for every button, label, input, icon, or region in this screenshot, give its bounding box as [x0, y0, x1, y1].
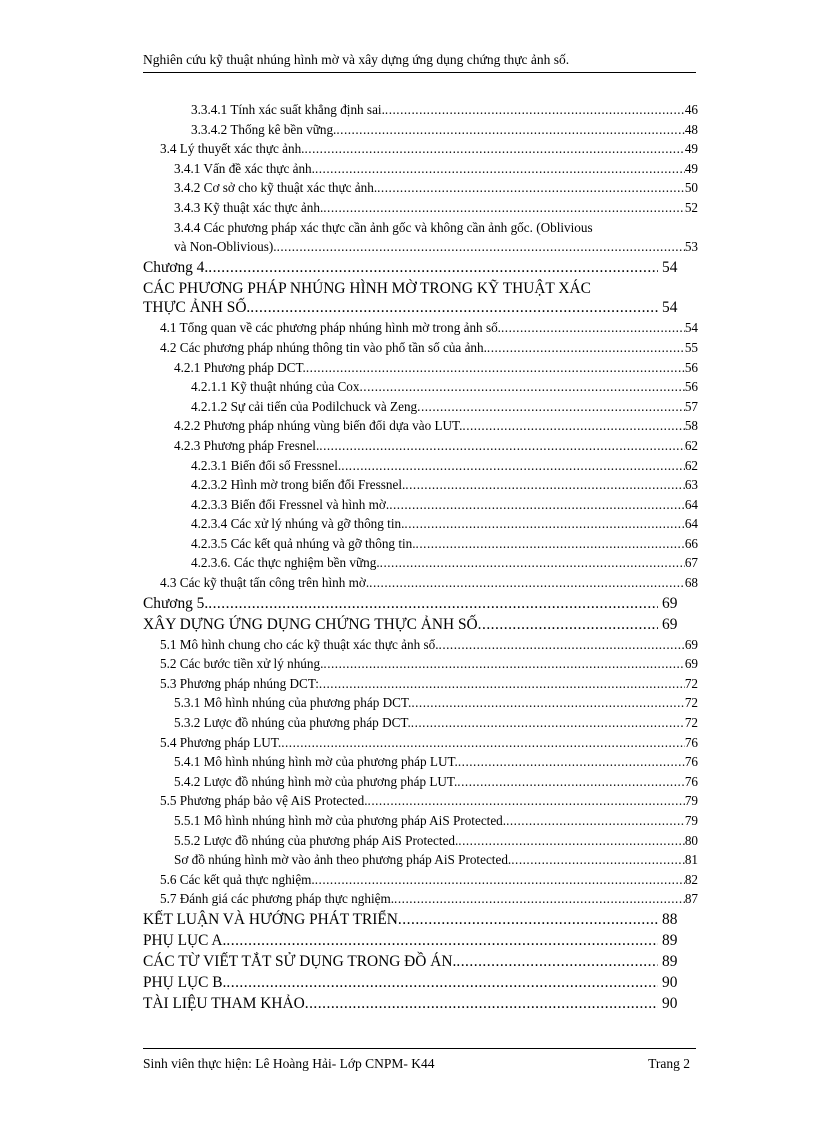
toc-entry[interactable] [143, 833, 698, 853]
toc-entry-label: 5.2 Các bước tiền xử lý nhúng. [160, 656, 324, 672]
toc-entry-label: và Non-Oblivious). [174, 239, 277, 255]
toc-entry[interactable] [143, 418, 698, 438]
toc-entry-label: 4.2 Các phương pháp nhúng thông tin vào phổ tần số của ảnh. [160, 339, 487, 355]
footer-page-number: Trang 2 [648, 1056, 690, 1071]
toc-entry-label: Sơ đồ nhúng hình mờ vào ảnh theo phương pháp AiS Protected. [174, 852, 512, 868]
toc-entry-page: 72 [684, 675, 698, 691]
toc-entry-label: 5.6 Các kết quả thực nghiệm. [160, 871, 315, 887]
toc-entry[interactable] [143, 220, 698, 240]
toc-entry[interactable] [143, 754, 698, 774]
toc-leader-dots [304, 141, 684, 157]
toc-leader-dots [281, 735, 685, 751]
toc-entry-label: 4.2.3.1 Biến đổi số Fressnel. [191, 457, 342, 473]
toc-entry-page: 76 [684, 754, 698, 770]
toc-entry[interactable] [143, 774, 698, 794]
toc-leader-dots [439, 637, 685, 653]
toc-entry-label: 4.2.1.1 Kỹ thuật nhúng của Cox [191, 379, 360, 395]
toc-entry[interactable] [143, 516, 698, 536]
toc-entry-page: 54 [662, 299, 678, 317]
toc-entry-page: 49 [684, 141, 698, 157]
toc-leader-dots [457, 774, 685, 790]
toc-leader-dots [458, 754, 685, 770]
toc-entry-page: 89 [662, 931, 678, 949]
toc-entry-label: 5.3.2 Lược đồ nhúng của phương pháp DCT. [174, 715, 411, 731]
toc-leader-dots [456, 953, 658, 971]
toc-entry-label: PHỤ LỤC B. [143, 973, 227, 991]
toc-entry-page: 66 [684, 535, 698, 551]
toc-entry[interactable] [143, 180, 698, 200]
toc-entry[interactable] [143, 911, 698, 932]
toc-entry[interactable] [143, 536, 698, 556]
toc-entry-label: 4.2.1.2 Sự cải tiến của Podilchuck và Zeng [191, 398, 418, 414]
toc-leader-dots [226, 974, 658, 992]
toc-entry[interactable] [143, 852, 698, 872]
toc-entry-label: XÂY DỰNG ỨNG DỤNG CHỨNG THỰC ẢNH SỐ [143, 615, 478, 633]
toc-leader-dots [319, 438, 685, 454]
table-of-contents [143, 102, 698, 1016]
toc-entry[interactable] [143, 477, 698, 497]
toc-entry-label: 3.4.1 Vấn đề xác thực ảnh. [174, 160, 315, 176]
toc-leader-dots [389, 497, 685, 513]
toc-entry-page: 53 [684, 239, 698, 255]
toc-leader-dots [315, 872, 685, 888]
toc-entry-page: 72 [684, 695, 698, 711]
header-title: Nghiên cứu kỹ thuật nhúng hình mờ và xây dựng ứng dụng chứng thực ảnh số. [143, 52, 570, 67]
toc-entry-page: 67 [684, 555, 698, 571]
toc-entry-page: 76 [684, 734, 698, 750]
toc-entry-page: 62 [684, 437, 698, 453]
toc-entry-page: 50 [684, 180, 698, 196]
toc-entry[interactable] [143, 953, 698, 974]
toc-entry-label: 4.2.1 Phương pháp DCT. [174, 359, 306, 375]
toc-entry[interactable] [143, 360, 698, 380]
toc-entry-label: 5.5 Phương pháp bảo vệ AiS Protected. [160, 793, 368, 809]
toc-entry-page: 63 [684, 477, 698, 493]
toc-leader-dots [404, 516, 684, 532]
toc-entry-label: 3.4.2 Cơ sở cho kỹ thuật xác thực ảnh. [174, 180, 378, 196]
toc-entry[interactable] [143, 695, 698, 715]
toc-leader-dots [487, 340, 685, 356]
toc-entry-page: 76 [684, 773, 698, 789]
toc-entry[interactable] [143, 872, 698, 892]
footer-author: Sinh viên thực hiện: Lê Hoàng Hải- Lớp CNPM- K44 [143, 1056, 435, 1071]
toc-entry-label: PHỤ LỤC A. [143, 931, 227, 949]
toc-entry-page: 52 [684, 199, 698, 215]
toc-entry-label: 5.4 Phương pháp LUT. [160, 734, 282, 750]
toc-entry[interactable] [143, 399, 698, 419]
toc-leader-dots [501, 320, 685, 336]
toc-entry-page: 79 [684, 813, 698, 828]
toc-leader-dots [405, 477, 685, 493]
toc-entry-label: 4.2.3.6. Các thực nghiệm bền vững. [191, 555, 380, 571]
toc-entry-label: 4.3 Các kỹ thuật tấn công trên hình mờ. [160, 575, 370, 591]
toc-entry-page: 87 [684, 891, 698, 907]
toc-entry-label: THỰC ẢNH SỐ. [143, 299, 251, 317]
toc-entry-label: 5.7 Đánh giá các phương pháp thực nghiệm. [160, 891, 395, 907]
running-header [143, 52, 696, 73]
toc-leader-dots [323, 200, 685, 216]
toc-entry-label: 5.5.2 Lược đồ nhúng của phương pháp AiS Protected. [174, 832, 459, 848]
toc-entry-page: 90 [662, 994, 678, 1012]
toc-entry[interactable] [143, 458, 698, 478]
toc-entry[interactable] [143, 379, 698, 399]
toc-entry[interactable] [143, 259, 698, 280]
toc-entry-label: TÀI LIỆU THAM KHẢO [143, 994, 305, 1012]
toc-entry[interactable] [143, 676, 698, 696]
toc-leader-dots [411, 715, 685, 731]
toc-entry-label: 4.2.3.2 Hình mờ trong biến đổi Fressnel. [191, 477, 406, 493]
toc-entry-label: 5.4.1 Mô hình nhúng hình mờ của phương pháp LUT. [174, 754, 458, 770]
toc-entry[interactable] [143, 280, 698, 300]
toc-entry-label: 3.4 Lý thuyết xác thực ảnh. [160, 141, 305, 157]
toc-entry-page: 54 [684, 320, 698, 336]
toc-leader-dots [277, 239, 685, 255]
toc-entry[interactable] [143, 813, 698, 833]
toc-entry-page: 49 [684, 160, 698, 176]
toc-leader-dots [385, 102, 685, 118]
toc-entry-page: 88 [662, 910, 678, 928]
toc-entry-page: 56 [684, 379, 698, 395]
toc-entry-page: 46 [684, 102, 698, 117]
toc-entry[interactable] [143, 715, 698, 735]
toc-entry[interactable] [143, 438, 698, 458]
toc-entry-label: 5.3.1 Mô hình nhúng của phương pháp DCT. [174, 695, 412, 711]
toc-entry[interactable] [143, 656, 698, 676]
toc-entry-page: 89 [662, 952, 678, 970]
toc-entry[interactable] [143, 320, 698, 340]
toc-entry-page: 54 [662, 258, 678, 276]
toc-entry[interactable] [143, 575, 698, 595]
toc-leader-dots [377, 180, 685, 196]
toc-entry-label: CÁC TỪ VIẾT TẮT SỬ DỤNG TRONG ĐỒ ÁN. [143, 952, 457, 970]
toc-entry-label: 4.2.2 Phương pháp nhúng vùng biến đổi dựa vào LUT. [174, 418, 463, 434]
toc-entry-page: 69 [684, 656, 698, 672]
running-footer [143, 1048, 696, 1072]
toc-entry[interactable] [143, 299, 698, 320]
toc-leader-dots [398, 911, 658, 929]
toc-entry[interactable] [143, 995, 698, 1016]
toc-leader-dots [226, 932, 658, 950]
toc-leader-dots [394, 891, 685, 907]
toc-entry-page: 56 [684, 359, 698, 375]
toc-leader-dots [369, 575, 685, 591]
toc-entry-label: KẾT LUẬN VÀ HƯỚNG PHÁT TRIỂN [143, 910, 398, 928]
toc-entry[interactable] [143, 200, 698, 220]
toc-leader-dots [319, 676, 685, 692]
toc-entry-page: 69 [684, 636, 698, 652]
toc-entry[interactable] [143, 616, 698, 637]
toc-entry[interactable] [143, 102, 698, 122]
toc-entry-page: 90 [662, 973, 678, 991]
toc-entry-label: 3.3.4.2 Thống kê bền vững. [191, 121, 337, 137]
toc-entry[interactable] [143, 974, 698, 995]
toc-leader-dots [323, 656, 684, 672]
toc-leader-dots [306, 360, 685, 376]
toc-entry-page: 48 [684, 121, 698, 137]
toc-leader-dots [250, 299, 658, 317]
toc-entry-page: 80 [684, 832, 698, 848]
toc-entry-label: Chương 5. [143, 594, 209, 612]
toc-entry-label: 4.2.3.3 Biến đổi Fressnel và hình mờ. [191, 496, 390, 512]
toc-entry-label: 5.5.1 Mô hình nhúng hình mờ của phương pháp AiS Protected. [174, 813, 507, 828]
toc-entry[interactable] [143, 735, 698, 755]
toc-leader-dots [368, 793, 685, 809]
toc-entry-label: 4.2.3 Phương pháp Fresnel. [174, 437, 320, 453]
toc-entry[interactable] [143, 141, 698, 161]
toc-entry-label: 3.4.4 Các phương pháp xác thực cần ảnh gốc và không cần ảnh gốc. (Oblivious [174, 219, 593, 235]
toc-entry-page: 69 [662, 615, 678, 633]
toc-entry-page: 79 [684, 793, 698, 809]
toc-entry[interactable] [143, 122, 698, 142]
toc-leader-dots [360, 379, 685, 395]
toc-leader-dots [462, 418, 684, 434]
toc-leader-dots [478, 616, 658, 634]
toc-entry-label: 5.3 Phương pháp nhúng DCT: [160, 675, 319, 691]
toc-leader-dots [411, 695, 685, 711]
toc-entry[interactable] [143, 497, 698, 517]
toc-entry-page: 69 [662, 594, 678, 612]
toc-entry-page: 64 [684, 516, 698, 532]
toc-entry-label: CÁC PHƯƠNG PHÁP NHÚNG HÌNH MỜ TRONG KỸ THUẬT XÁC [143, 279, 591, 297]
toc-leader-dots [380, 555, 685, 571]
toc-entry-page: 57 [684, 398, 698, 414]
toc-entry-label: 4.2.3.4 Các xử lý nhúng và gỡ thông tin. [191, 516, 405, 532]
toc-entry[interactable] [143, 637, 698, 657]
toc-entry-label: 5.1 Mô hình chung cho các kỹ thuật xác thực ảnh số. [160, 636, 439, 652]
toc-entry-page: 82 [684, 871, 698, 887]
toc-entry[interactable] [143, 932, 698, 953]
toc-leader-dots [336, 122, 684, 138]
toc-leader-dots [305, 995, 658, 1013]
toc-entry[interactable] [143, 595, 698, 616]
toc-leader-dots [341, 458, 685, 474]
toc-leader-dots [417, 399, 685, 415]
toc-entry-label: 3.3.4.1 Tính xác suất khẳng định sai. [191, 102, 385, 117]
toc-leader-dots [511, 852, 685, 868]
toc-entry[interactable] [143, 891, 698, 911]
toc-entry[interactable] [143, 239, 698, 259]
toc-entry-page: 68 [684, 575, 698, 591]
toc-entry[interactable] [143, 793, 698, 813]
toc-entry-label: 3.4.3 Kỹ thuật xác thực ảnh. [174, 199, 324, 215]
toc-entry-page: 55 [684, 339, 698, 355]
toc-entry-page: 64 [684, 496, 698, 512]
toc-leader-dots [416, 536, 685, 552]
toc-leader-dots [208, 595, 658, 613]
toc-leader-dots [458, 833, 685, 849]
toc-entry-page: 58 [684, 418, 698, 434]
toc-entry-label: 4.1 Tổng quan về các phương pháp nhúng hình mờ trong ảnh số. [160, 320, 501, 336]
toc-entry-label: Chương 4. [143, 258, 209, 276]
toc-entry[interactable] [143, 340, 698, 360]
toc-entry-label: 5.4.2 Lược đồ nhúng hình mờ của phương pháp LUT. [174, 773, 458, 789]
toc-entry[interactable] [143, 555, 698, 575]
toc-entry-page: 81 [684, 852, 698, 868]
toc-entry-page: 72 [684, 715, 698, 731]
toc-leader-dots [208, 259, 658, 277]
toc-entry[interactable] [143, 161, 698, 181]
toc-leader-dots [315, 161, 685, 177]
toc-entry-label: 4.2.3.5 Các kết quả nhúng và gỡ thông tin. [191, 535, 416, 551]
toc-entry-page: 62 [684, 457, 698, 473]
toc-leader-dots [506, 813, 685, 829]
